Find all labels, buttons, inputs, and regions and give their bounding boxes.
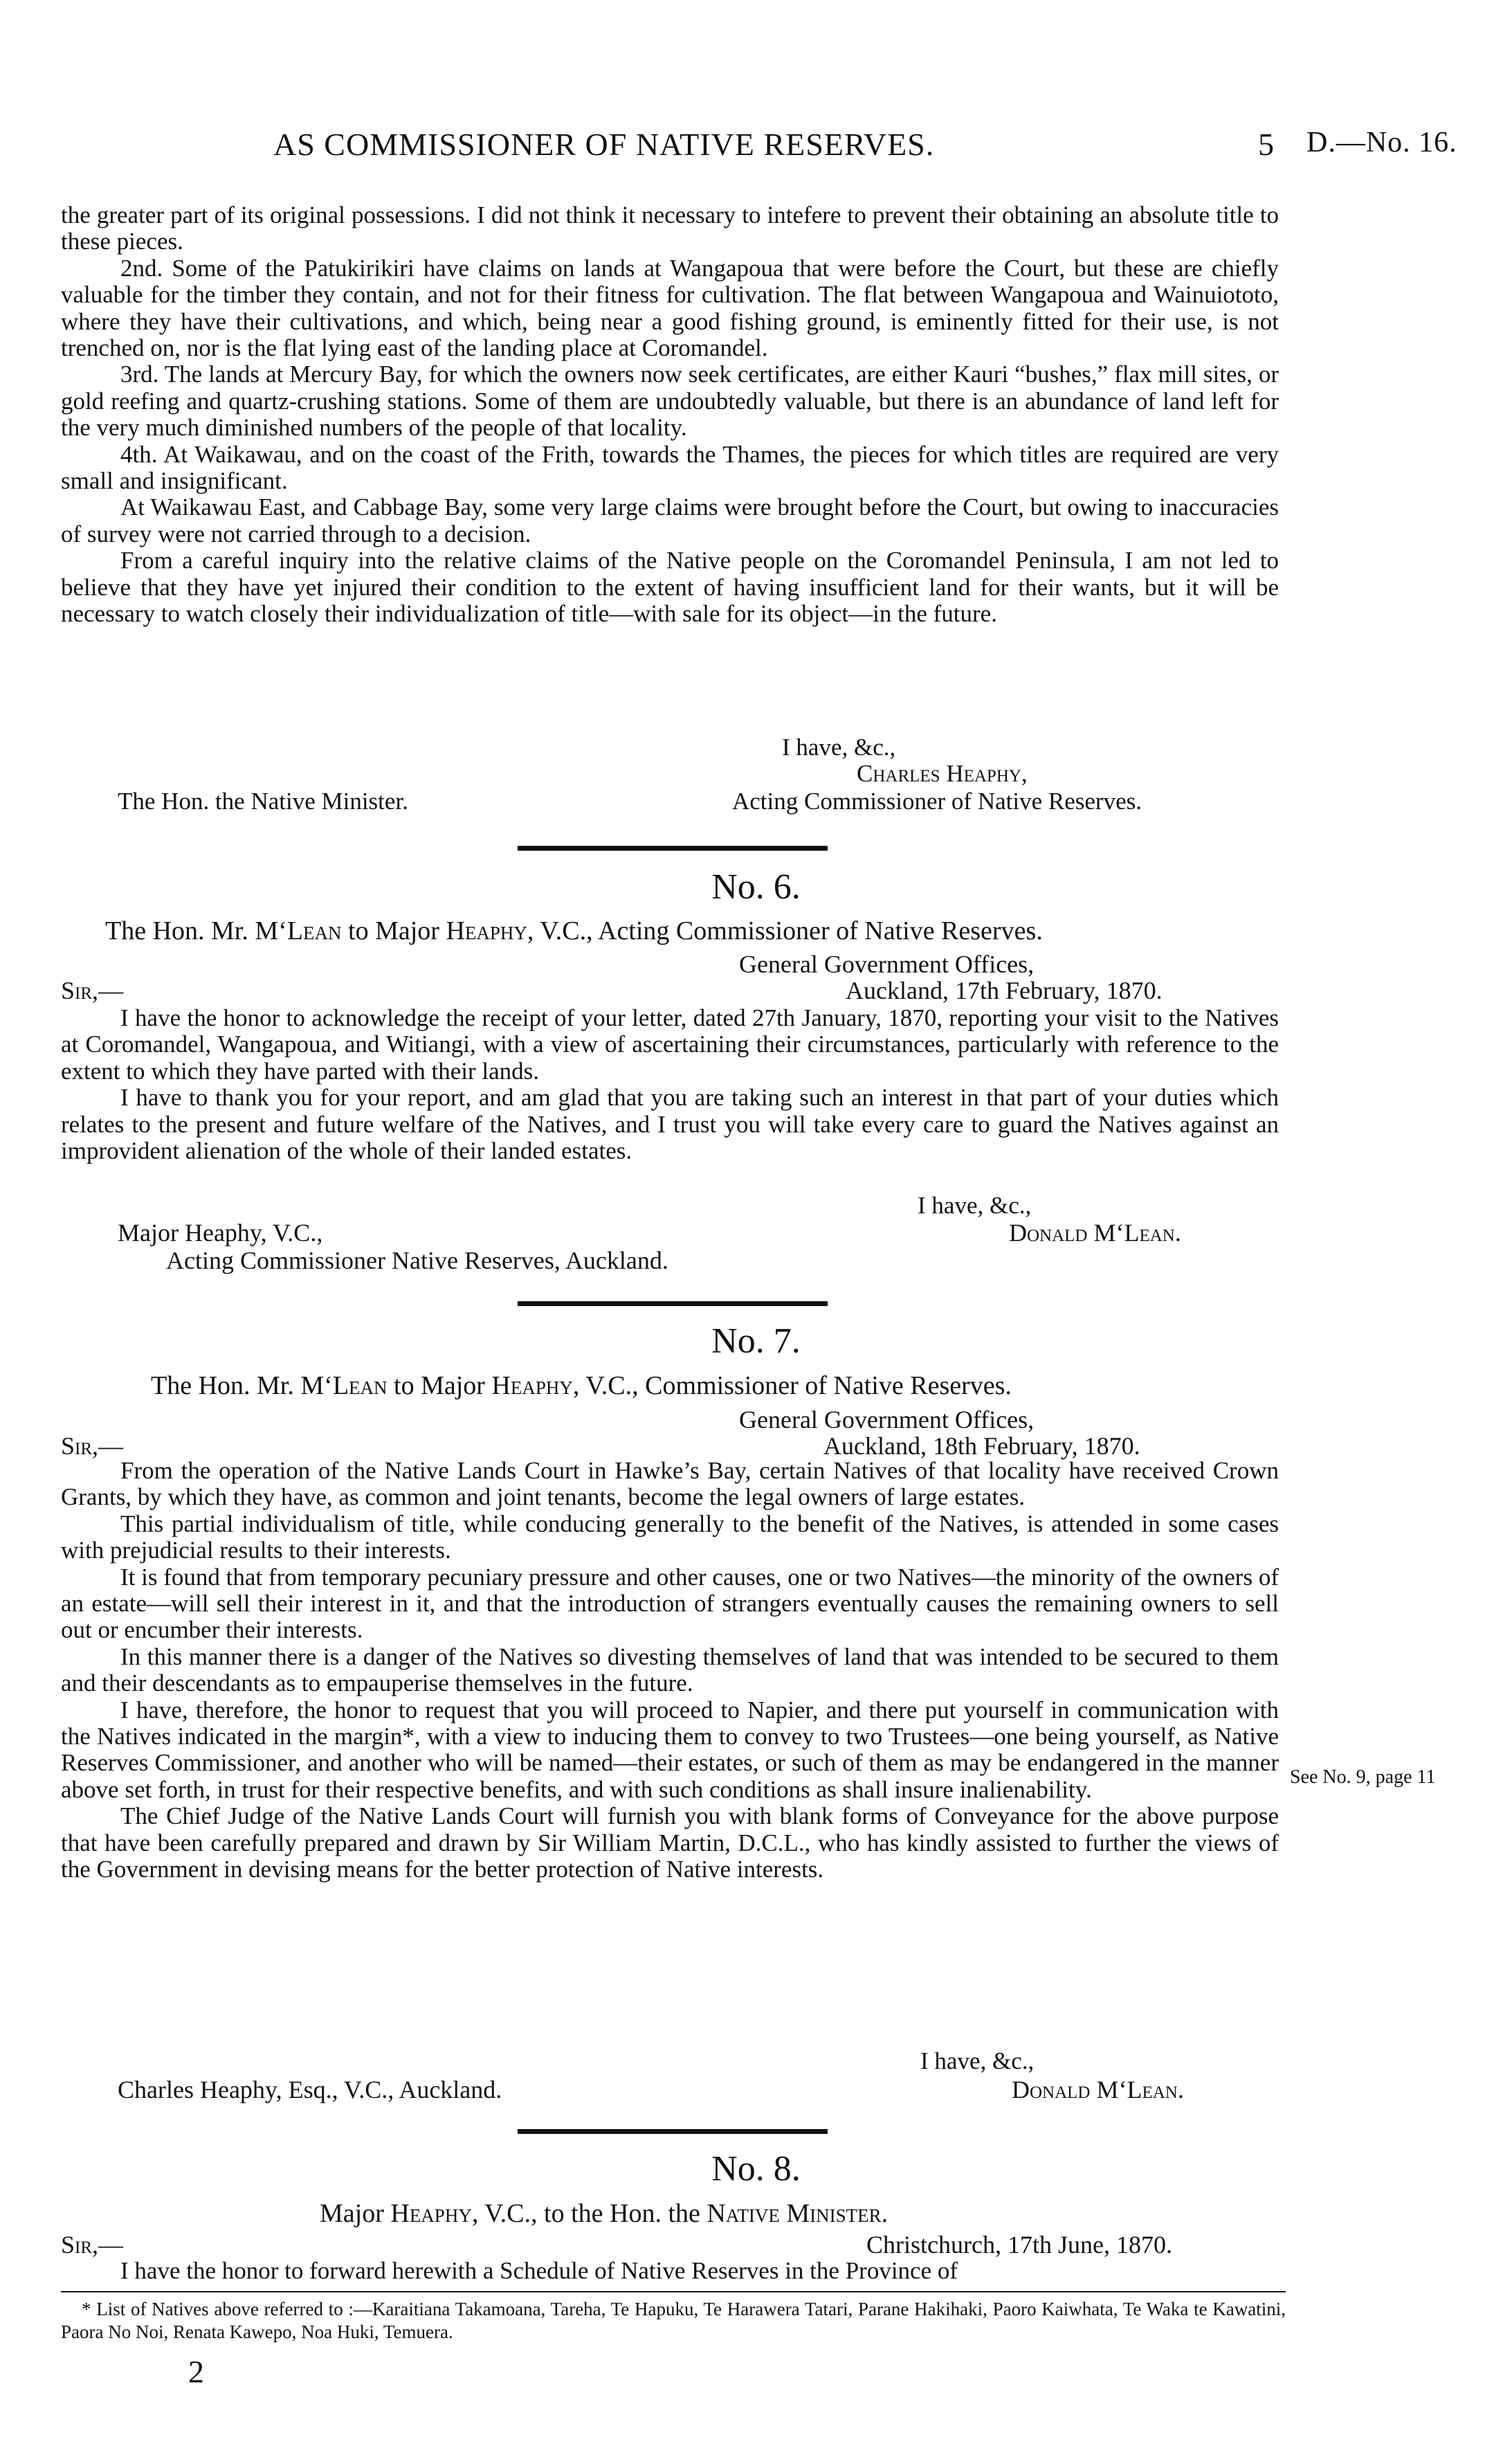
signature-mark: 2 xyxy=(188,2354,204,2389)
footnote: * List of Natives above referred to :—Karaitiana Takamoana, Tareha, Te Hapuku, Te Harawera Tatari, Parane Hakihaki, Paoro Kaiwhata, Te Waka te Kawatini, Paora No Noi, Renata Kawepo, Noa Huki, Temuera. xyxy=(61,2299,1286,2342)
paragraph: the greater part of its original possessions. I did not think it necessary to intefere to prevent their obtaining an absolute title to these pieces. xyxy=(61,201,1279,255)
letter-from-line: The Hon. Mr. M‘Lean to Major Heaphy, V.C., Commissioner of Native Reserves. xyxy=(151,1371,1012,1400)
closing: I have, &c., xyxy=(918,1192,1032,1219)
document-reference: D.—No. 16. xyxy=(1306,127,1457,159)
continuation-text xyxy=(61,202,1279,628)
signature-title: Acting Commissioner of Native Reserves. xyxy=(732,788,1142,815)
addressee: Major Heaphy, V.C., xyxy=(118,1219,323,1247)
salutation: Sir,— xyxy=(61,977,124,1004)
paragraph: I have the honor to forward herewith a Schedule of Native Reserves in the Province of xyxy=(120,2257,958,2284)
letter-body xyxy=(61,1005,1279,1164)
section-divider xyxy=(518,2129,828,2134)
addressee-line-2: Acting Commissioner Native Reserves, Auckland. xyxy=(166,1247,668,1274)
closing: I have, &c., xyxy=(920,2047,1035,2074)
page-title: AS COMMISSIONER OF NATIVE RESERVES. xyxy=(273,127,935,162)
office-line: General Government Offices, xyxy=(739,1406,1035,1433)
footnote-rule xyxy=(61,2291,1286,2292)
salutation: Sir,— xyxy=(61,1432,124,1460)
paragraph: 4th. At Waikawau, and on the coast of the Frith, towards the Thames, the pieces for which titles are required are very small and insignificant. xyxy=(61,440,1279,495)
paragraph: 2nd. Some of the Patukirikiri have claims on lands at Wangapoua that were before the Court, but these are chiefly valuable for the timber they contain, and not for their fitness for cultivation. The flat between Wangapoua and Wainuiototo, where they have their cultivations, and which, being near a good fishing ground, is eminently fitted for their use, is not trenched on, nor is the flat lying east of the landing place at Coromandel. xyxy=(61,254,1279,362)
signature-name: Charles Heaphy, xyxy=(857,760,1028,787)
addressee: The Hon. the Native Minister. xyxy=(118,788,408,815)
letter-heading-no6: No. 6. xyxy=(711,867,801,907)
letter-date: Christchurch, 17th June, 1870. xyxy=(866,2231,1172,2259)
office-line: General Government Offices, xyxy=(739,950,1035,978)
letter-heading-no8: No. 8. xyxy=(711,2149,801,2189)
letter-heading-no7: No. 7. xyxy=(711,1321,801,1361)
paragraph: This partial individualism of title, while conducing generally to the benefit of the Natives, is attended in some cases with prejudicial results to their interests. xyxy=(61,1510,1279,1564)
signature: Donald M‘Lean. xyxy=(1012,2076,1184,2103)
paragraph: From the operation of the Native Lands Court in Hawke’s Bay, certain Natives of that locality have received Crown Grants, by which they have, as common and joint tenants, become the legal owners of large estates. xyxy=(61,1457,1279,1511)
margin-note: See No. 9, page 11 xyxy=(1290,1766,1436,1788)
letter-date: Auckland, 17th February, 1870. xyxy=(846,977,1163,1004)
paragraph: At Waikawau East, and Cabbage Bay, some very large claims were brought before the Court, but owing to inaccuracies of survey were not carried through to a decision. xyxy=(61,494,1279,547)
signature: Donald M‘Lean. xyxy=(1009,1219,1181,1247)
paragraph: From a careful inquiry into the relative claims of the Native people on the Coromandel Peninsula, I am not led to believe that they have yet injured their condition to the extent of having insufficient land for their wants, but it will be necessary to watch closely their individualization of title—with sale for its object—in the future. xyxy=(61,547,1279,628)
paragraph: I have to thank you for your report, and am glad that you are taking such an interest in that part of your duties which relates to the present and future welfare of the Natives, and I trust you will take every care to guard the Natives against an improvident alienation of the whole of their landed estates. xyxy=(61,1084,1279,1165)
paragraph: I have, therefore, the honor to request that you will proceed to Napier, and there put yourself in communication with the Natives indicated in the margin*, with a view to inducing them to convey to two Trustees—one being yourself, as Native Reserves Commissioner, and another who will be named—their estates, or such of them as may be endangered in the manner above set forth, in trust for their respective benefits, and with such conditions as shall insure inalienability. xyxy=(61,1696,1279,1803)
letter-body xyxy=(61,2258,1279,2284)
section-divider xyxy=(518,1301,828,1306)
paragraph: In this manner there is a danger of the Natives so divesting themselves of land that was intended to be secured to them and their descendants as to empauperise themselves in the future. xyxy=(61,1642,1279,1697)
letter-from-line: Major Heaphy, V.C., to the Hon. the Native Minister. xyxy=(320,2199,889,2228)
addressee: Charles Heaphy, Esq., V.C., Auckland. xyxy=(118,2076,502,2103)
letter-body xyxy=(61,1458,1279,1883)
paragraph: I have the honor to acknowledge the receipt of your letter, dated 27th January, 1870, reporting your visit to the Natives at Coromandel, Wangapoua, and Witiangi, with a view of ascertaining their circumstances, particularly with reference to the extent to which they have parted with their lands. xyxy=(61,1004,1279,1085)
section-divider xyxy=(518,846,828,851)
salutation: Sir,— xyxy=(61,2231,124,2259)
paragraph: 3rd. The lands at Mercury Bay, for which the owners now seek certificates, are either Kauri “bushes,” flax mill sites, or gold reefing and quartz-crushing stations. Some of them are undoubtedly valuable, but there is an abundance of land left for the very much diminished numbers of the people of that locality. xyxy=(61,361,1279,442)
paragraph: It is found that from temporary pecuniary pressure and other causes, one or two Natives—the minority of the owners of an estate—will sell their interest in it, and that the introduction of strangers eventually causes the remaining owners to sell out or encumber their interests. xyxy=(61,1563,1279,1644)
page-number: 5 xyxy=(1258,127,1275,162)
closing: I have, &c., xyxy=(782,734,896,761)
paragraph: The Chief Judge of the Native Lands Court will furnish you with blank forms of Conveyance for the above purpose that have been carefully prepared and drawn by Sir William Martin, D.C.L., who has kindly assisted to further the views of the Government in devising means for the better protection of Native interests. xyxy=(61,1802,1279,1883)
letter-date: Auckland, 18th February, 1870. xyxy=(823,1432,1140,1460)
letter-from-line: The Hon. Mr. M‘Lean to Major Heaphy, V.C., Acting Commissioner of Native Reserves. xyxy=(105,916,1043,945)
